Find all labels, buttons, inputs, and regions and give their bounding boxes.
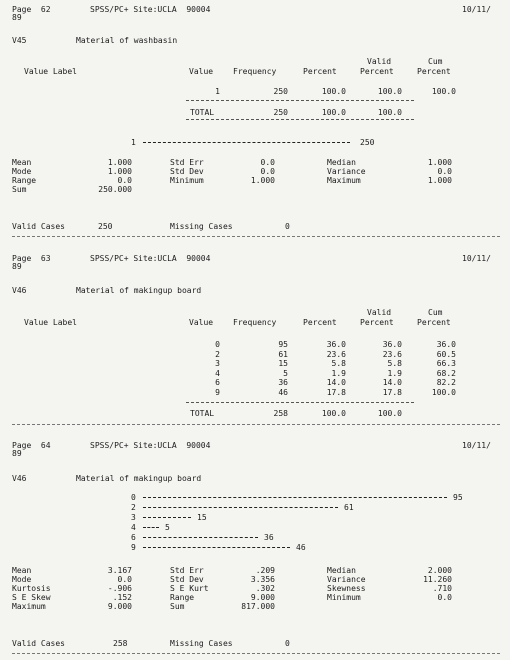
stat-label: Kurtosis	[12, 584, 51, 593]
histogram-category: 3	[131, 513, 136, 522]
stat-value: 3.356	[250, 575, 275, 584]
stat-label: Std Err	[170, 566, 204, 575]
page-number: Page 62	[12, 5, 51, 14]
row-value: 1	[215, 87, 220, 96]
stat-label: Minimum	[170, 176, 204, 185]
row-value: 4	[215, 368, 220, 378]
row-value: 3	[215, 359, 220, 368]
variable-label: Material of makingup board	[76, 474, 202, 483]
row-percent: 23.6	[326, 349, 346, 359]
missing-cases-label: Missing Cases	[170, 639, 233, 648]
total-valid-percent: 100.0	[377, 409, 402, 418]
row-valid-percent: 14.0	[382, 378, 402, 387]
histogram-bar	[143, 507, 338, 508]
row-percent: 36.0	[326, 340, 346, 349]
stat-label: Range	[12, 176, 37, 185]
stat-label: Skewness	[327, 584, 366, 593]
stat-label: Mean	[12, 158, 32, 167]
stat-label: Range	[170, 593, 195, 602]
stat-value: 0.0	[260, 158, 275, 167]
stat-value: 0.0	[260, 167, 275, 176]
col-value-label: Value Label	[24, 318, 77, 327]
row-cum-percent: 100.0	[431, 87, 456, 96]
page-number: Page 63	[12, 254, 51, 263]
col-percent: Percent	[303, 318, 337, 327]
stat-value: 1.000	[107, 167, 132, 176]
histogram-category: 6	[131, 533, 136, 542]
total-label: TOTAL	[190, 409, 215, 418]
histogram-category: 9	[131, 543, 136, 552]
row-cum-percent: 100.0	[431, 387, 456, 397]
row-frequency: 15	[278, 359, 288, 368]
row-frequency: 61	[278, 349, 288, 359]
stat-label: Std Err	[170, 158, 204, 167]
stat-label: Maximum	[327, 176, 361, 185]
variable-label: Material of washbasin	[76, 36, 178, 45]
histogram-category: 2	[131, 503, 136, 512]
row-percent: 17.8	[326, 387, 346, 397]
row-value: 2	[215, 349, 220, 359]
histogram-count: 95	[453, 493, 463, 502]
col-frequency: Frequency	[233, 67, 277, 76]
histogram-bar	[143, 142, 350, 143]
stat-value: 817.000	[241, 602, 275, 611]
print-date: 10/11/	[462, 5, 491, 14]
total-label: TOTAL	[190, 108, 215, 117]
col-cum-percent: Percent	[417, 67, 451, 76]
section-separator	[12, 424, 500, 425]
row-valid-percent: 5.8	[387, 359, 402, 368]
row-valid-percent: 23.6	[382, 349, 402, 359]
col-valid-top: Valid	[367, 57, 392, 66]
col-cum-top: Cum	[428, 57, 443, 66]
total-percent: 100.0	[321, 409, 346, 418]
row-valid-percent: 17.8	[382, 387, 402, 397]
row-value: 0	[215, 340, 220, 349]
histogram-count: 46	[296, 543, 306, 552]
stat-value: .302	[255, 584, 275, 593]
print-year: 89	[12, 262, 22, 271]
histogram-category: 1	[131, 138, 136, 147]
row-percent: 1.9	[331, 368, 346, 378]
row-value: 6	[215, 378, 220, 387]
row-percent: 5.8	[331, 359, 346, 368]
row-frequency: 95	[278, 340, 288, 349]
stat-label: Mean	[12, 566, 32, 575]
total-percent: 100.0	[321, 108, 346, 117]
stat-label: Mode	[12, 575, 32, 584]
section-separator	[12, 236, 500, 237]
variable-name: V46	[12, 474, 27, 483]
stat-value: 9.000	[250, 593, 275, 602]
stat-value: 0.0	[437, 167, 452, 176]
histogram-count: 15	[197, 513, 207, 522]
section-separator	[12, 653, 500, 654]
missing-cases-value: 0	[285, 639, 290, 648]
col-valid-percent: Percent	[360, 318, 394, 327]
row-frequency: 36	[278, 378, 288, 387]
variable-label: Material of makingup board	[76, 286, 202, 295]
histogram-count: 36	[264, 533, 274, 542]
col-cum-top: Cum	[428, 308, 443, 317]
stat-label: S E Kurt	[170, 584, 209, 593]
variable-name: V46	[12, 286, 27, 295]
histogram-bar	[143, 537, 258, 538]
stat-label: Mode	[12, 167, 32, 176]
row-valid-percent: 36.0	[382, 340, 402, 349]
print-year: 89	[12, 13, 22, 22]
col-value-label: Value Label	[24, 67, 77, 76]
print-year: 89	[12, 449, 22, 458]
row-frequency: 46	[278, 387, 288, 397]
row-cum-percent: 36.0	[436, 340, 456, 349]
stat-value: 11.260	[423, 575, 452, 584]
site-header: SPSS/PC+ Site:UCLA 90004	[90, 254, 211, 263]
total-underline	[186, 119, 414, 120]
row-frequency: 5	[283, 368, 288, 378]
row-cum-percent: 66.3	[436, 359, 456, 368]
histogram-bar	[143, 547, 290, 548]
histogram-bar	[143, 527, 159, 528]
valid-cases-label: Valid Cases	[12, 639, 65, 648]
stat-label: Maximum	[12, 602, 46, 611]
histogram-count: 5	[165, 523, 170, 532]
stat-label: Sum	[12, 185, 27, 194]
total-valid-percent: 100.0	[377, 108, 402, 117]
row-value: 9	[215, 387, 220, 397]
valid-cases-value: 250	[98, 222, 113, 231]
stat-value: .209	[255, 566, 275, 575]
histogram-count: 250	[360, 138, 375, 147]
col-percent: Percent	[303, 67, 337, 76]
total-rule	[186, 402, 414, 403]
stat-label: Variance	[327, 575, 366, 584]
col-valid-top: Valid	[367, 308, 392, 317]
stat-label: Std Dev	[170, 575, 204, 584]
stat-label: Median	[327, 158, 356, 167]
col-value: Value	[189, 318, 214, 327]
histogram-category: 0	[131, 493, 136, 502]
site-header: SPSS/PC+ Site:UCLA 90004	[90, 441, 211, 450]
col-valid-percent: Percent	[360, 67, 394, 76]
row-frequency: 250	[273, 87, 288, 96]
row-percent: 100.0	[321, 87, 346, 96]
stat-value: 1.000	[427, 176, 452, 185]
total-frequency: 258	[273, 409, 288, 418]
stat-value: .152	[112, 593, 132, 602]
site-header: SPSS/PC+ Site:UCLA 90004	[90, 5, 211, 14]
variable-name: V45	[12, 36, 27, 45]
histogram-count: 61	[344, 503, 354, 512]
stat-value: 250.000	[98, 185, 132, 194]
stat-value: -.906	[107, 584, 132, 593]
col-frequency: Frequency	[233, 318, 277, 327]
total-rule	[186, 100, 414, 101]
stat-value: 1.000	[250, 176, 275, 185]
stat-value: 1.000	[107, 158, 132, 167]
missing-cases-value: 0	[285, 222, 290, 231]
page-number: Page 64	[12, 441, 51, 450]
stat-value: 9.000	[107, 602, 132, 611]
row-cum-percent: 82.2	[436, 378, 456, 387]
stat-value: 1.000	[427, 158, 452, 167]
row-percent: 14.0	[326, 378, 346, 387]
stat-value: .710	[432, 584, 452, 593]
row-valid-percent: 100.0	[377, 87, 402, 96]
histogram-category: 4	[131, 523, 136, 532]
missing-cases-label: Missing Cases	[170, 222, 233, 231]
stat-label: Std Dev	[170, 167, 204, 176]
stat-value: 0.0	[117, 575, 132, 584]
stat-value: 2.000	[427, 566, 452, 575]
histogram-bar	[143, 517, 191, 518]
valid-cases-label: Valid Cases	[12, 222, 65, 231]
stat-label: Median	[327, 566, 356, 575]
valid-cases-value: 258	[113, 639, 128, 648]
stat-value: 3.167	[107, 566, 132, 575]
stat-label: Minimum	[327, 593, 361, 602]
stat-value: 0.0	[437, 593, 452, 602]
total-frequency: 250	[273, 108, 288, 117]
row-cum-percent: 68.2	[436, 368, 456, 378]
stat-label: Variance	[327, 167, 366, 176]
row-valid-percent: 1.9	[387, 368, 402, 378]
col-value: Value	[189, 67, 214, 76]
col-cum-percent: Percent	[417, 318, 451, 327]
histogram-bar	[143, 497, 447, 498]
stat-label: S E Skew	[12, 593, 51, 602]
print-date: 10/11/	[462, 441, 491, 450]
stat-label: Sum	[170, 602, 185, 611]
print-date: 10/11/	[462, 254, 491, 263]
stat-value: 0.0	[117, 176, 132, 185]
row-cum-percent: 60.5	[436, 349, 456, 359]
